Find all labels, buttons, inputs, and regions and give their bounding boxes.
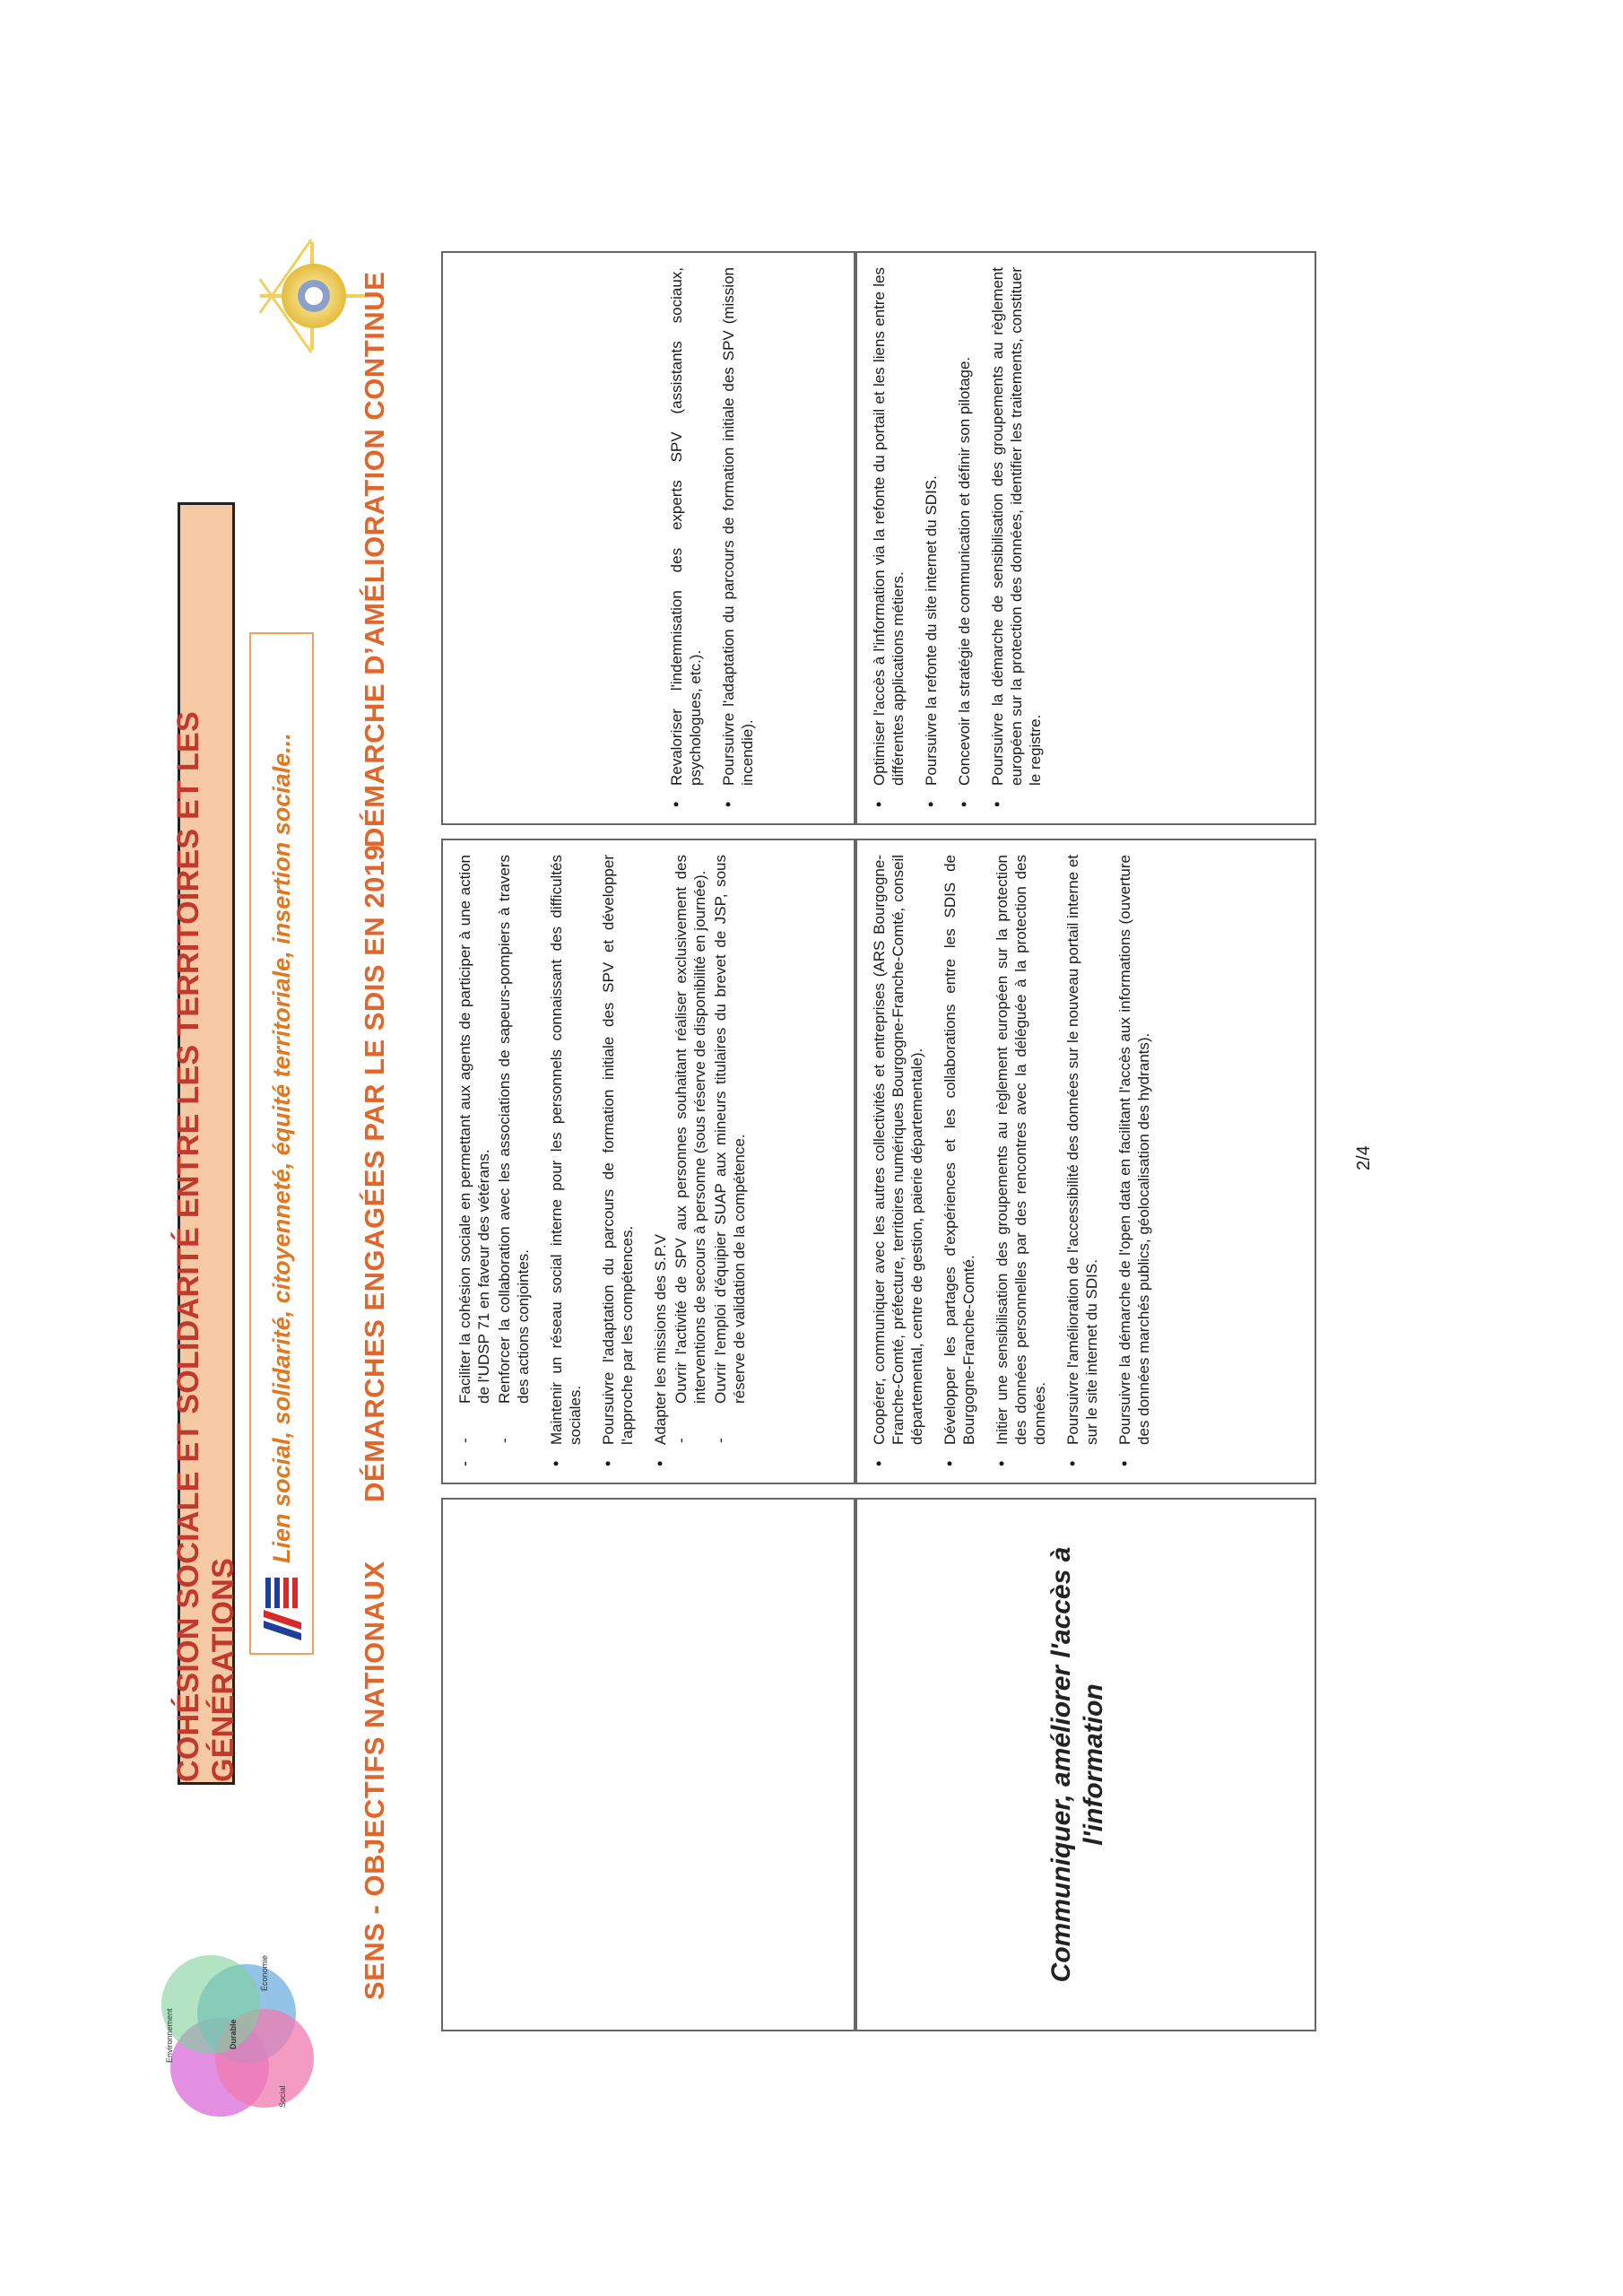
venn-label-durable: Durable: [229, 2019, 238, 2049]
page-title: COHÉSION SOCIALE ET SOLIDARITÉ ENTRE LES TERRITOIRES ET LES GÉNÉRATIONS: [171, 711, 240, 1782]
list-item: • Poursuivre l'amélioration de l'accessibilité des données sur le nouveau portail interne et sur le site internet du SDIS.: [1063, 855, 1101, 1445]
list-item: • Poursuivre la démarche de sensibilisation des groupements au règlement européen sur la protection des données, identifier les traitements, constituer le registre.: [988, 267, 1045, 786]
cell-amelioration-row2: [855, 251, 1316, 825]
cell-demarches-row2: [855, 839, 1316, 1484]
cell-amelioration-row1: [441, 251, 855, 825]
venn-label-social: Social: [278, 2085, 287, 2108]
developpement-durable-logo: [161, 1901, 296, 2117]
demarches-list: [857, 840, 1176, 1483]
list-item: • Poursuivre la démarche de l'open data en facilitant l'accès aux informations (ouverture des données marchés publics, géolocalisation des hydrants).: [1115, 855, 1153, 1445]
demarches-list: [443, 840, 772, 1483]
list-item: [456, 855, 533, 1445]
sub-list-item: - - Faciliter la cohésion sociale en permettant aux agents de participer à une action de l'UDSP 71 en faveur des vétérans.: [456, 855, 493, 1404]
list-item: • Coopérer, communiquer avec les autres collectivités et entreprises (ARS Bourgogne-Franche-Comté, préfecture, territoires numériques Bourgogne-Franche-Comté, conseil départemental, centre de gestion, paierie départementale).: [870, 855, 926, 1445]
sapeurs-pompiers-logo: [256, 1574, 307, 1646]
page-title-box: [171, 502, 240, 1785]
venn-label-economie: Économie: [260, 1954, 269, 1991]
medal-logo: [251, 224, 377, 368]
list-item: • Poursuivre l'adaptation du parcours de formation initiale des SPV et développer l'approche par les compétences.: [599, 855, 637, 1445]
list-item: • Adapter les missions des S.P.V - Ouvrir l'activité de SPV aux personnes souhaitant réaliser exclusivement des interventions de secours à personne (sous réserve de disponibilité en journée). - Ouvrir l'emploi d'équipier SUAP aux mineurs titulaires du brevet de JSP, sous réserve de validation de la compétence.: [651, 855, 749, 1445]
list-item: • Optimiser l'accès à l'information via la refonte du portail et les liens entre les différentes applications métiers.: [870, 267, 907, 786]
amelioration-list: [857, 253, 1068, 823]
sub-list-item: - Ouvrir l'emploi d'équipier SUAP aux mineurs titulaires du brevet de JSP, sous réserve de validation de la compétence.: [711, 855, 749, 1404]
cell-objectif-row2: [855, 1498, 1316, 2031]
list-item: • Initier une sensibilisation des groupements au règlement européen sur la protection des données personnelles par des rencontres avec la déléguée à la protection des données.: [993, 855, 1049, 1445]
list-item: • Concevoir la stratégie de communication et définir son pilotage.: [955, 267, 974, 786]
page-subtitle: Lien social, solidarité, citoyenneté, équité territoriale, insertion sociale...: [267, 733, 295, 1563]
objectif-text: Communiquer, améliorer l'accès à l'information: [1046, 1546, 1108, 1983]
column-header-sens: SENS - OBJECTIFS NATIONAUX: [359, 1561, 390, 2000]
list-item: • Poursuivre l'adaptation du parcours de formation initiale des SPV (mission incendie).: [719, 267, 757, 786]
venn-label-environnement: Environnement: [165, 2008, 174, 2063]
column-header-demarches: DÉMARCHES ENGAGÉES PAR LE SDIS EN 2019: [359, 844, 390, 1502]
list-item: • Développer les partages d'expériences et les collaborations entre les SDIS de Bourgogne-Franche-Comté.: [941, 855, 978, 1445]
sub-list-item: - Ouvrir l'activité de SPV aux personnes souhaitant réaliser exclusivement des interventions de secours à personne (sous réserve de disponibilité en journée).: [672, 855, 709, 1404]
amelioration-list: [443, 253, 780, 823]
venn-circle-environnement: [161, 1955, 260, 2054]
cell-demarches-row1: [441, 839, 855, 1484]
subtitle-box: [249, 632, 314, 1655]
sub-list-item: - Renforcer la collaboration avec les associations de sapeurs-pompiers à travers des actions conjointes.: [495, 855, 533, 1404]
cell-objectif-row1: [441, 1498, 855, 2031]
page-number: 2/4: [1354, 1145, 1374, 1170]
column-header-amelioration: DÉMARCHE D’AMÉLIORATION CONTINUE: [359, 271, 390, 848]
list-item: • Revaloriser l'indemnisation des experts SPV (assistants sociaux, psychologues, etc.).: [667, 267, 705, 786]
list-item: • Poursuivre la refonte du site internet du SDIS.: [922, 267, 941, 786]
list-item: • Maintenir un réseau social interne pour les personnels connaissant des difficultés sociales.: [547, 855, 585, 1445]
